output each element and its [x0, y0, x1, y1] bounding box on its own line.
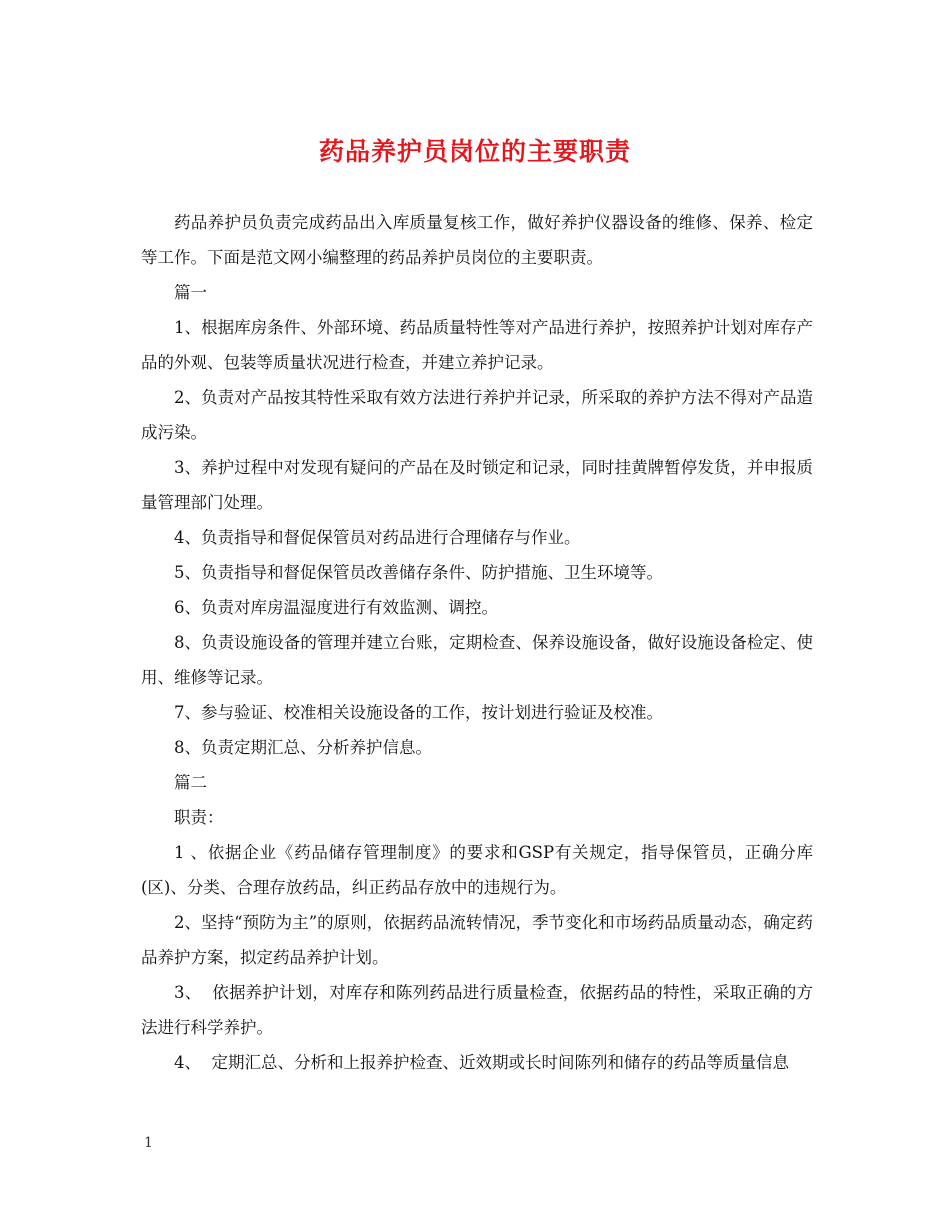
paragraph-intro: 药品养护员负责完成药品出入库质量复核工作，做好养护仪器设备的维修、保养、检定等工作。下面是范文网小编整理的药品养护员岗位的主要职责。: [141, 213, 813, 267]
paragraph-item: 2、负责对产品按其特性采取有效方法进行养护并记录，所采取的养护方法不得对产品造成污染。: [141, 388, 813, 442]
section-subheading: 职责：: [174, 808, 224, 827]
document-body: [141, 205, 813, 1080]
paragraph-item: 1 、依据企业《药品储存管理制度》的要求和GSP有关规定，指导保管员，正确分库(区)、分类、合理存放药品，纠正药品存放中的违规行为。: [141, 843, 813, 897]
section-heading-1: 篇一: [174, 283, 207, 302]
paragraph-item: 2、坚持“预防为主”的原则，依据药品流转情况，季节变化和市场药品质量动态，确定药品养护方案，拟定药品养护计划。: [141, 913, 813, 967]
paragraph-item: 1、根据库房条件、外部环境、药品质量特性等对产品进行养护，按照养护计划对库存产品的外观、包装等质量状况进行检查，并建立养护记录。: [141, 318, 813, 372]
paragraph-item: 3、养护过程中对发现有疑问的产品在及时锁定和记录，同时挂黄牌暂停发货，并申报质量管理部门处理。: [141, 458, 813, 512]
paragraph-item: 8、负责设施设备的管理并建立台账，定期检查、保养设施设备，做好设施设备检定、使用、维修等记录。: [141, 633, 813, 687]
paragraph-item: 7、参与验证、校准相关设施设备的工作，按计划进行验证及校准。: [174, 703, 663, 722]
paragraph-item: 4、 定期汇总、分析和上报养护检查、近效期或长时间陈列和储存的药品等质量信息: [174, 1053, 789, 1072]
section-heading-2: 篇二: [174, 773, 207, 792]
paragraph-item: 3、 依据养护计划，对库存和陈列药品进行质量检查，依据药品的特性，采取正确的方法进行科学养护。: [141, 983, 813, 1037]
page-number: 1: [144, 1135, 153, 1151]
paragraph-item: 6、负责对库房温湿度进行有效监测、调控。: [174, 598, 498, 617]
paragraph-item: 5、负责指导和督促保管员改善储存条件、防护措施、卫生环境等。: [174, 563, 663, 582]
paragraph-item: 4、负责指导和督促保管员对药品进行合理储存与作业。: [174, 528, 581, 547]
paragraph-item: 8、负责定期汇总、分析养护信息。: [174, 738, 432, 757]
document-title: 药品养护员岗位的主要职责: [318, 137, 631, 166]
